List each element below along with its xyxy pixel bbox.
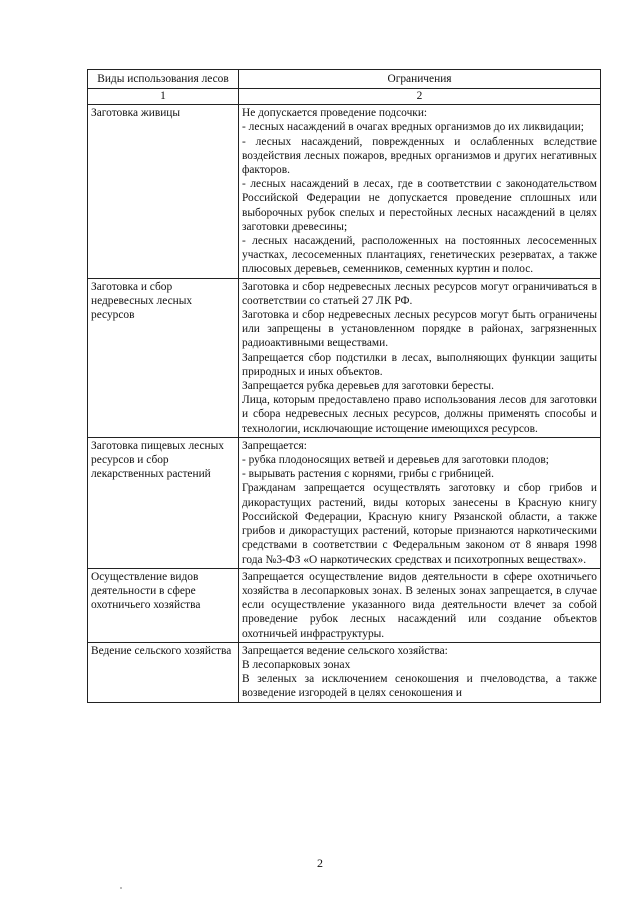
restriction-paragraph: - лесных насаждений в лесах, где в соответствии с законодательством Российской Федерации не допускается проведение сплошных или выборочных рубок спелых и перестойных лесных насаждений в целях заготовки древесины; bbox=[242, 178, 597, 233]
restrictions-cell bbox=[239, 568, 601, 642]
restriction-paragraph: - лесных насаждений, поврежденных и ослабленных вследствие воздействия лесных пожаров, вредных организмов и других негативных факторов. bbox=[242, 135, 597, 177]
restriction-paragraph: - вырывать растения с корнями, грибы с грибницей. bbox=[242, 468, 494, 481]
restrictions-cell bbox=[239, 105, 601, 278]
restriction-paragraph: Запрещается ведение сельского хозяйства: bbox=[242, 644, 448, 657]
table-row bbox=[88, 642, 601, 702]
page-number: 2 bbox=[317, 856, 323, 870]
use-type-cell: Заготовка и сбор недревесных лесных ресурсов bbox=[88, 278, 239, 437]
restriction-paragraph: - лесных насаждений в очагах вредных организмов до их ликвидации; bbox=[242, 121, 584, 134]
use-type-cell: Заготовка живицы bbox=[88, 105, 239, 278]
use-type-cell: Ведение сельского хозяйства bbox=[88, 642, 239, 702]
restriction-paragraph: В зеленых за исключением сенокошения и пчеловодства, а также возведение изгородей в целях сенокошения и bbox=[242, 673, 597, 700]
header-restrictions: Ограничения bbox=[239, 70, 601, 89]
restriction-paragraph: Заготовка и сбор недревесных лесных ресурсов могут быть ограничены или запрещены в установленном порядке в районах, загрязненных радиоактивными веществами. bbox=[242, 309, 597, 350]
restriction-paragraph: - лесных насаждений, расположенных на постоянных лесосеменных участках, лесосеменных плантациях, генетических резерватах, а также плюсовых деревьев, семенников, семенных куртин и полос. bbox=[242, 235, 597, 276]
restriction-paragraph: Заготовка и сбор недревесных лесных ресурсов могут ограничиваться в соответствии со статьей 27 ЛК РФ. bbox=[242, 280, 597, 307]
restriction-paragraph: В лесопарковых зонах bbox=[242, 658, 351, 671]
restrictions-cell bbox=[239, 278, 601, 437]
restrictions-cell bbox=[239, 437, 601, 568]
restriction-paragraph: Запрещается: bbox=[242, 439, 307, 452]
use-type-cell: Заготовка пищевых лесных ресурсов и сбор лекарственных растений bbox=[88, 437, 239, 568]
restriction-paragraph: Лица, которым предоставлено право использования лесов для заготовки и сбора недревесных лесных ресурсов, должны применять способы и технологии, исключающие истощение имеющихся ресурсов. bbox=[242, 394, 597, 435]
restriction-paragraph: Не допускается проведение подсочки: bbox=[242, 107, 428, 120]
use-type-cell: Осуществление видов деятельности в сфере охотничьего хозяйства bbox=[88, 568, 239, 642]
column-number-2: 2 bbox=[239, 89, 601, 105]
restriction-paragraph: Запрещается осуществление видов деятельности в сфере охотничьего хозяйства в лесопарковых зонах. В зеленых зонах запрещается, в случае если осуществление указанного вида деятельности влечет за собой проведение рубок лесных насаждений или создание объектов охотничьей инфраструктуры. bbox=[242, 570, 597, 640]
table-row bbox=[88, 568, 601, 642]
restriction-paragraph: Гражданам запрещается осуществлять заготовку и сбор грибов и дикорастущих растений, виды которых занесены в Красную книгу Российской Федерации, Красную книгу Рязанской области, а также грибов и дикорастущих растений, которые признаются наркотическими средствами в соответствии с Федеральным законом от 8 января 1998 года №3-ФЗ «О наркотических средствах и психотропных веществах». bbox=[242, 482, 597, 566]
table-row bbox=[88, 105, 601, 278]
header-forest-use-types: Виды использования лесов bbox=[88, 70, 239, 89]
table-row bbox=[88, 437, 601, 568]
restriction-paragraph: Запрещается рубка деревьев для заготовки бересты. bbox=[242, 380, 494, 393]
restriction-paragraph: - рубка плодоносящих ветвей и деревьев для заготовки плодов; bbox=[242, 454, 549, 467]
table-row bbox=[88, 278, 601, 437]
restrictions-table bbox=[87, 69, 601, 703]
scan-speck bbox=[120, 887, 122, 889]
header-row bbox=[88, 70, 601, 89]
restriction-paragraph: Запрещается сбор подстилки в лесах, выполняющих функции защиты природных и иных объектов. bbox=[242, 351, 597, 378]
column-number-row bbox=[88, 89, 601, 105]
column-number-1: 1 bbox=[88, 89, 239, 105]
restrictions-cell bbox=[239, 642, 601, 702]
